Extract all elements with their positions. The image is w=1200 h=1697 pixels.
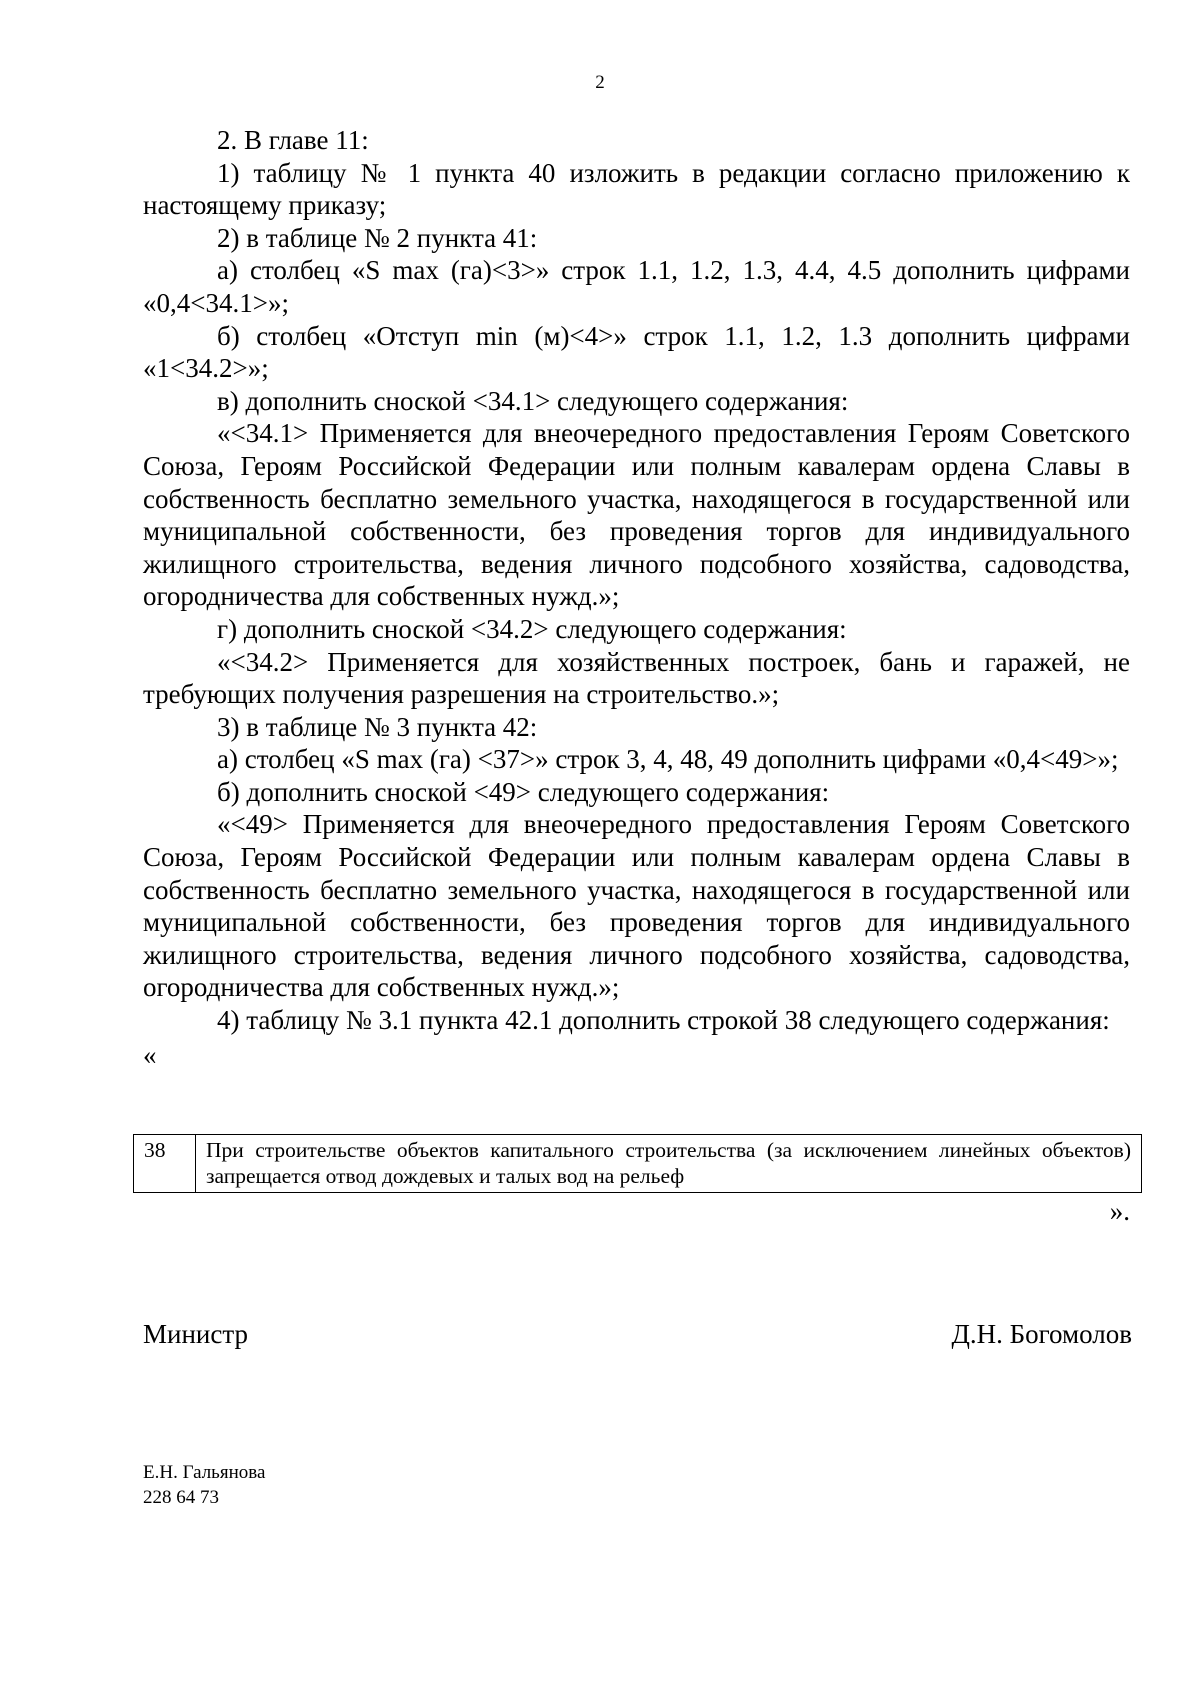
footnote-34-1: «<34.1> Применяется для внеочередного предоставления Героям Советского Союза, Героям Российской Федерации или полным кавалерам ордена Славы в собственность бесплатно земельного участка, находящегося в государственной или муниципальной собственности, без проведения торгов для индивидуального жилищного строительства, ведения личного подсобного хозяйства, садоводства, огородничества для собственных нужд.»; xyxy=(143,418,1130,612)
row-text-cell: При строительстве объектов капитального строительства (за исключением линейных объектов) запрещается отвод дождевых и талых вод на рельеф xyxy=(196,1135,1142,1193)
executor-name: Е.Н. Гальянова xyxy=(143,1462,266,1483)
table-row xyxy=(134,1135,1142,1193)
paragraph-chapter-11: 2. В главе 11: xyxy=(217,125,369,155)
paragraph-item-3a: а) столбец «S max (га) <37>» строк 3, 4, 48, 49 дополнить цифрами «0,4<49>»; xyxy=(217,744,1119,775)
paragraph-item-2v: в) дополнить сноской <34.1> следующего содержания: xyxy=(217,385,849,416)
paragraph-item-3: 3) в таблице № 3 пункта 42: xyxy=(217,711,538,742)
executor-block xyxy=(143,1460,265,1510)
footnote-49: «<49> Применяется для внеочередного предоставления Героям Советского Союза, Героям Российской Федерации или полным кавалерам ордена Славы в собственность бесплатно земельного участка, находящегося в государственной или муниципальной собственности, без проведения торгов для индивидуального жилищного строительства, ведения личного подсобного хозяйства, садоводства, огородничества для собственных нужд.»; xyxy=(143,809,1130,1003)
inserted-table-row xyxy=(133,1134,1142,1193)
paragraph-item-2b: б) столбец «Отступ min (м)<4>» строк 1.1, 1.2, 1.3 дополнить цифрами «1<34.2>»; xyxy=(143,320,1130,384)
signatory-role: Министр xyxy=(143,1319,248,1349)
executor-phone: 228 64 73 xyxy=(143,1487,219,1508)
paragraph-item-2: 2) в таблице № 2 пункта 41: xyxy=(217,222,538,253)
paragraph-item-1: 1) таблицу № 1 пункта 40 изложить в редакции согласно приложению к настоящему приказу; xyxy=(143,157,1130,221)
document-body xyxy=(143,124,1130,1069)
paragraph-item-4: 4) таблицу № 3.1 пункта 42.1 дополнить строкой 38 следующего содержания: xyxy=(217,1005,1110,1036)
signatory-name: Д.Н. Богомолов xyxy=(951,1319,1132,1349)
paragraph-item-3b: б) дополнить сноской <49> следующего содержания: xyxy=(217,776,830,807)
row-number-cell: 38 xyxy=(134,1135,196,1193)
open-quote: « xyxy=(143,1039,157,1070)
close-quote: ». xyxy=(1109,1196,1130,1226)
page-number: 2 xyxy=(595,72,605,93)
paragraph-item-2g: г) дополнить сноской <34.2> следующего содержания: xyxy=(217,613,847,644)
footnote-34-2: «<34.2> Применяется для хозяйственных построек, бань и гаражей, не требующих получения разрешения на строительство.»; xyxy=(143,646,1130,710)
paragraph-item-2a: а) столбец «S max (га)<3>» строк 1.1, 1.2, 1.3, 4.4, 4.5 дополнить цифрами «0,4<34.1>»; xyxy=(143,255,1130,318)
